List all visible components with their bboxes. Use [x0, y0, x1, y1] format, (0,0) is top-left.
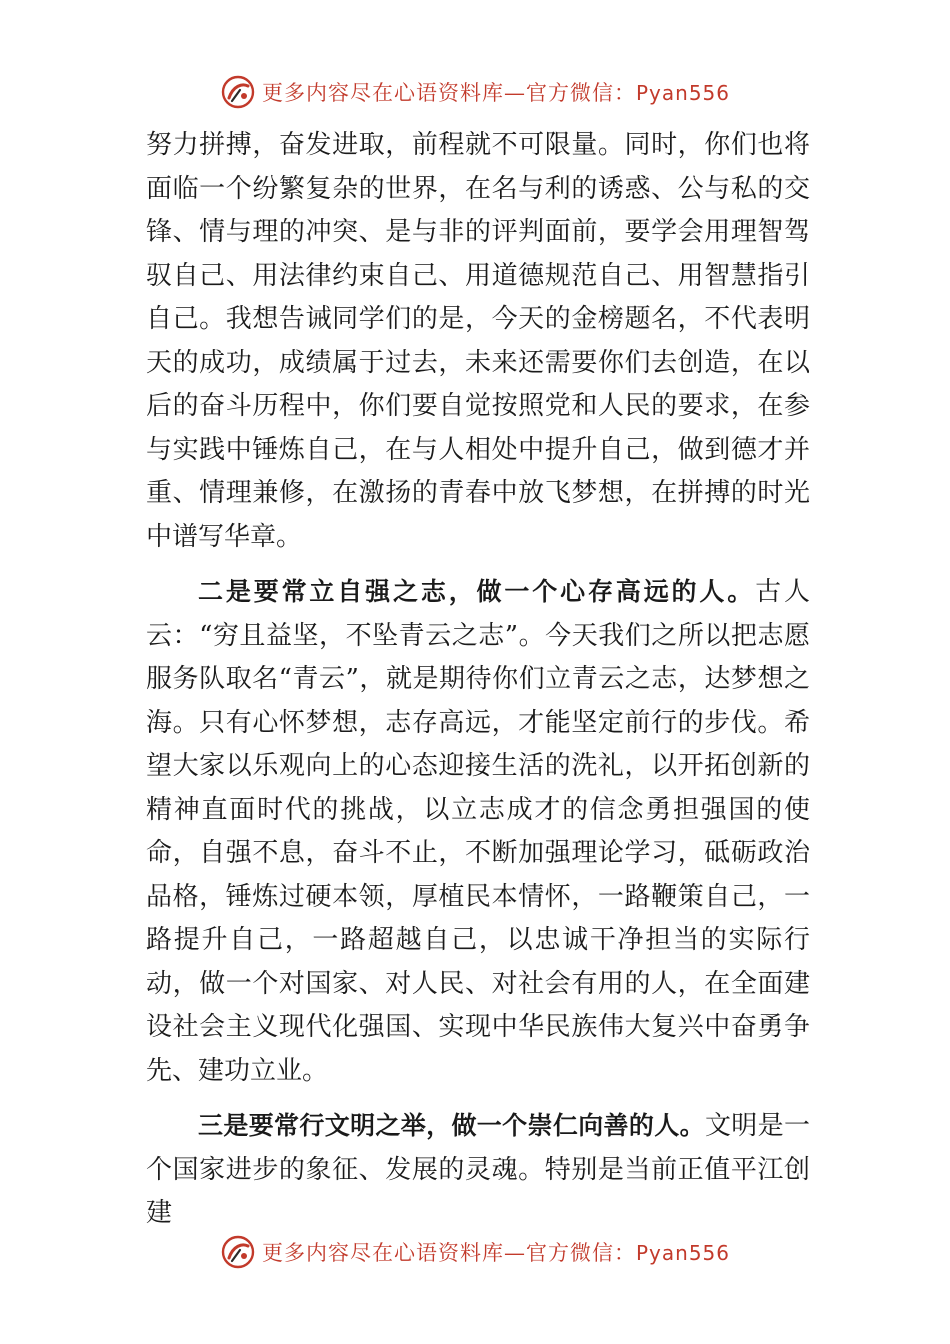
paragraph-3-text: 文明是一个国家进步的象征、发展的灵魂。特别是当前正值平江创建: [146, 1111, 810, 1228]
banner-text: 更多内容尽在心语资料库—官方微信：Pyan556: [261, 81, 730, 105]
banner-content: [220, 74, 730, 110]
paragraph-2-text: 古人云：“穷且益坚，不坠青云之志”。今天我们之所以把志愿服务队取名“青云”，就是期待你们立青云之志，达梦想之海。只有心怀梦想，志存高远，才能坚定前行的步伐。希望大家以乐观向上的心态迎接生活的洗礼，以开拓创新的精神直面时代的挑战，以立志成才的信念勇担强国的使命，自强不息，奋斗不止，不断加强理论学习，砥砺政治品格，锤炼过硬本领，厚植民本情怀，一路鞭策自己，一路提升自己，一路超越自己，以忠诚干净担当的实际行动，做一个对国家、对人民、对社会有用的人，在全面建设社会主义现代化强国、实现中华民族伟大复兴中奋勇争先、建功立业。: [146, 577, 810, 1086]
paragraph-3-heading: 三是要常行文明之举，做一个崇仁向善的人。: [198, 1111, 705, 1140]
banner-text: 更多内容尽在心语资料库—官方微信：Pyan556: [261, 1241, 730, 1265]
paragraph-1-text: 努力拼搏，奋发进取，前程就不可限量。同时，你们也将面临一个纷繁复杂的世界，在名与利的诱惑、公与私的交锋、情与理的冲突、是与非的评判面前，要学会用理智驾驭自己、用法律约束自己、用道德规范自己、用智慧指引自己。我想告诫同学们的是，今天的金榜题名，不代表明天的成功，成绩属于过去，未来还需要你们去创造，在以后的奋斗历程中，你们要自觉按照党和人民的要求，在参与实践中锤炼自己，在与人相处中提升自己，做到德才并重、情理兼修，在激扬的青春中放飞梦想，在拼搏的时光中谱写华章。: [146, 130, 810, 552]
paragraph-3: [146, 1104, 810, 1236]
paragraph-2-heading: 二是要常立自强之志，做一个心存高远的人。: [198, 577, 756, 606]
banner-content: [220, 1234, 730, 1270]
paragraph-1: [146, 124, 810, 559]
footer-banner: [0, 1232, 950, 1272]
document-body: [146, 124, 810, 1236]
paragraph-2: [146, 570, 810, 1093]
library-logo-icon: [220, 74, 256, 110]
header-banner: [0, 72, 950, 112]
library-logo-icon: [220, 1234, 256, 1270]
